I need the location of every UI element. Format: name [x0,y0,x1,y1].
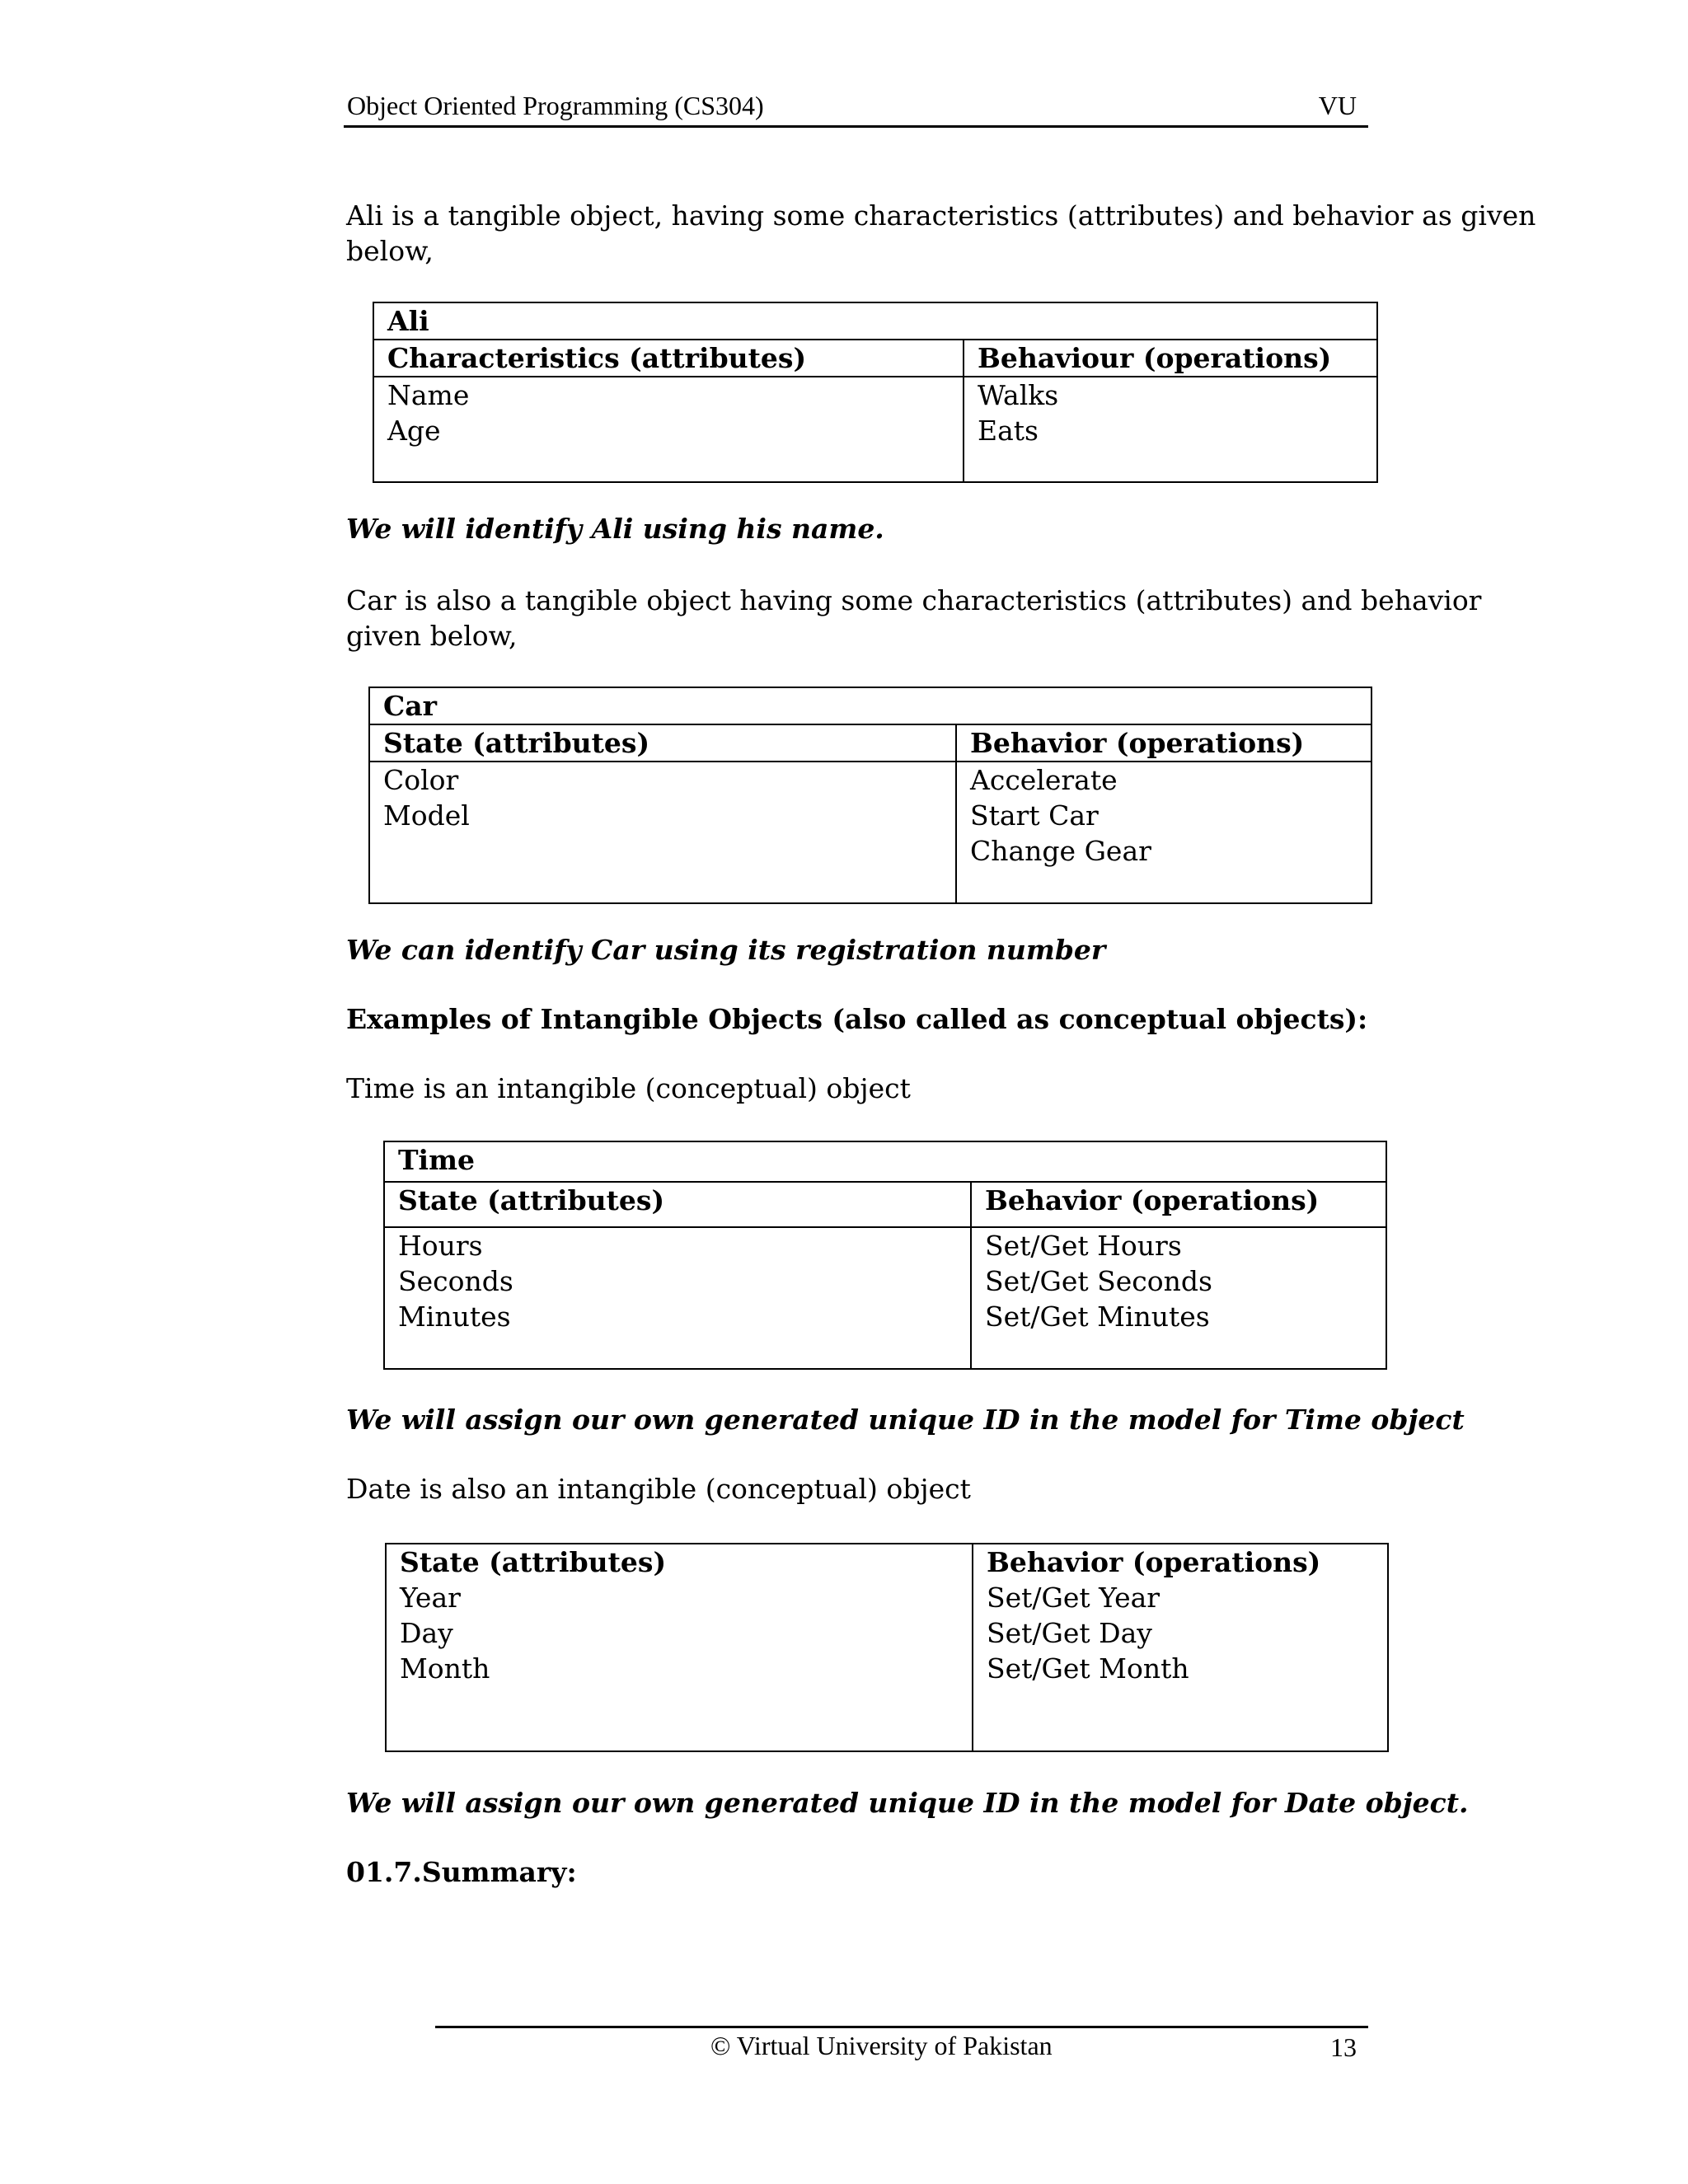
list-item: Start Car [970,799,1099,832]
operations-cell [956,762,1372,903]
header-vu: VU [1318,91,1357,120]
col-header: State (attributes) [369,724,956,762]
note-date: We will assign our own generated unique ID in the model for Date object. [346,1787,1469,1819]
table-title: Ali [373,302,1377,340]
list-item: Set/Get Day [987,1617,1152,1649]
table-date [385,1543,1389,1752]
list-item: Name [387,379,470,411]
list-item: Set/Get Hours [985,1230,1182,1262]
list-item: Year [400,1582,461,1614]
col-header: Behavior (operations) [956,724,1372,762]
paragraph-date: Date is also an intangible (conceptual) object [346,1473,971,1505]
list-item: Set/Get Year [987,1582,1160,1614]
paragraph-car [346,583,1481,654]
paragraph-ali [346,198,1536,269]
table-time [383,1141,1387,1370]
list-item: Accelerate [970,764,1118,796]
operations-cell [971,1227,1386,1369]
operations-cell [973,1544,1388,1751]
header-title: Object Oriented Programming (CS304) [347,91,764,120]
operations-cell [964,377,1377,482]
footer-copyright: © Virtual University of Pakistan [710,2031,1053,2060]
paragraph-line: given below, [346,620,518,652]
table-title: Time [384,1141,1386,1182]
list-item: Seconds [398,1265,513,1297]
page-number: 13 [1330,2032,1357,2062]
list-item: Month [400,1652,490,1685]
list-item: Set/Get Seconds [985,1265,1212,1297]
list-item: Age [387,415,441,447]
table-title: Car [369,687,1372,724]
table-ali [373,302,1378,483]
attributes-cell [373,377,964,482]
paragraph-line: Ali is a tangible object, having some characteristics (attributes) and behavior as given [346,199,1536,232]
heading-intangible: Examples of Intangible Objects (also called as conceptual objects): [346,1003,1368,1035]
paragraph-time: Time is an intangible (conceptual) object [346,1072,911,1104]
col-header: Behavior (operations) [971,1182,1386,1227]
list-item: Day [400,1617,453,1649]
list-item: Model [383,799,470,832]
list-item: Set/Get Month [987,1652,1189,1685]
footer-divider [435,2026,1368,2028]
note-car: We can identify Car using its registration number [346,934,1106,966]
col-header: Behaviour (operations) [964,340,1377,377]
attributes-cell [386,1544,973,1751]
col-header: State (attributes) [400,1546,667,1578]
table-car [368,687,1372,904]
list-item: Minutes [398,1301,511,1333]
list-item: Change Gear [970,835,1151,867]
page-header [344,89,1368,128]
list-item: Hours [398,1230,483,1262]
note-time: We will assign our own generated unique ID in the model for Time object [346,1404,1465,1436]
list-item: Color [383,764,459,796]
summary-heading: 01.7.Summary: [346,1856,577,1888]
attributes-cell [369,762,956,903]
col-header: Characteristics (attributes) [373,340,964,377]
attributes-cell [384,1227,971,1369]
col-header: State (attributes) [384,1182,971,1227]
paragraph-line: below, [346,235,434,267]
list-item: Eats [978,415,1039,447]
note-ali: We will identify Ali using his name. [346,513,884,545]
list-item: Set/Get Minutes [985,1301,1210,1333]
paragraph-line: Car is also a tangible object having some characteristics (attributes) and behavior [346,584,1482,616]
col-header: Behavior (operations) [987,1546,1321,1578]
list-item: Walks [978,379,1059,411]
